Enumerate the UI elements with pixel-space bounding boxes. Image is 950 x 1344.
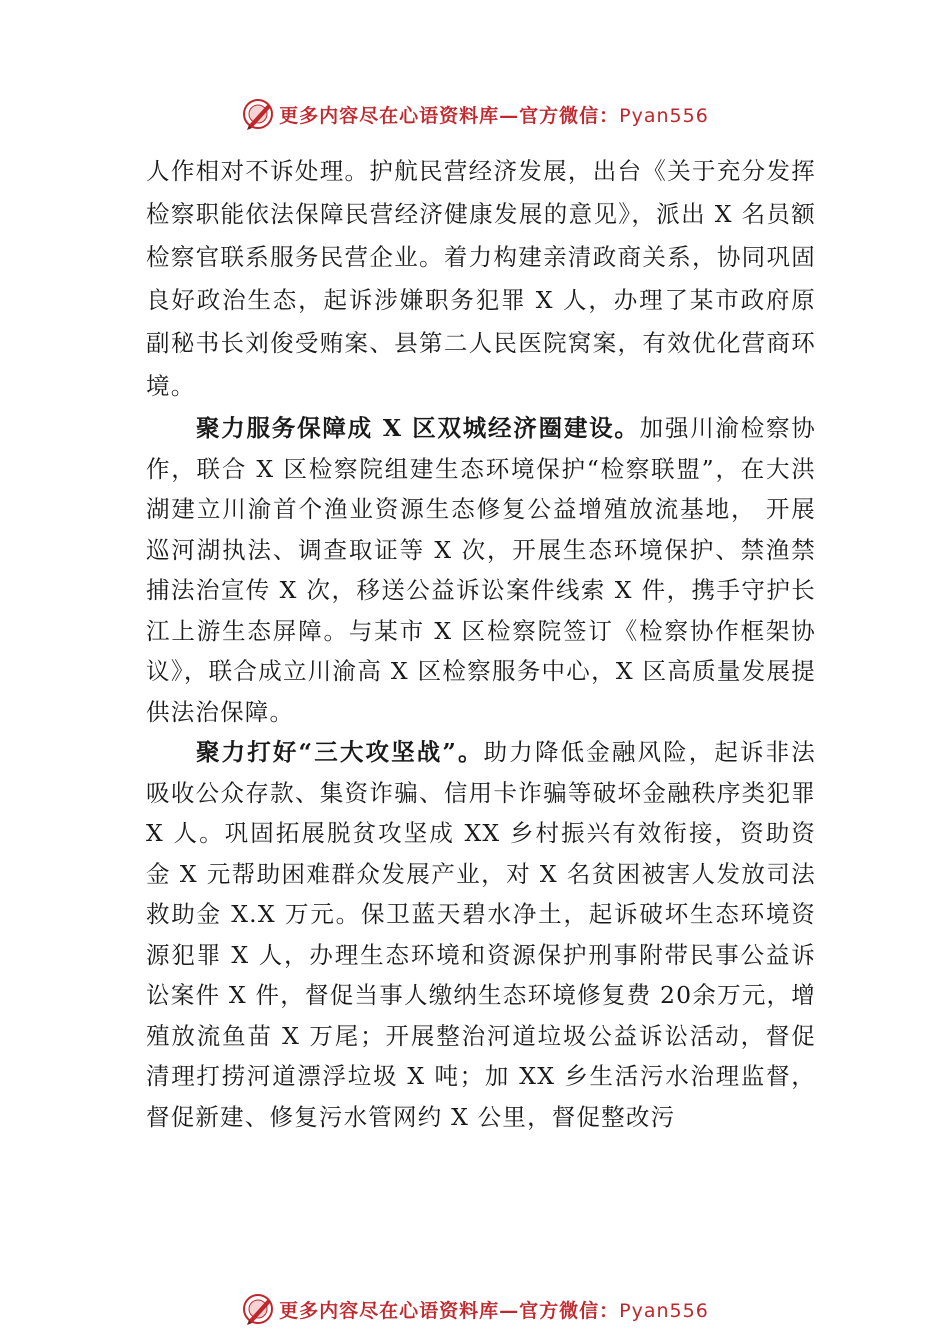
paragraph-3-text: 助力降低金融风险，起诉非法吸收公众存款、集资诈骗、信用卡诈骗等破坏金融秩序类犯罪 X 人。巩固拓展脱贫攻坚成 XX 乡村振兴有效衔接，资助资金 X 元帮助困难群众发展产业，对 X 名贫困被害人发放司法救助金 X.X 万元。保卫蓝天碧水净土，起诉破坏生态环境资源犯罪 X 人，办理生态环境和资源保护刑事附带民事公益诉讼案件 X 件，督促当事人缴纳生态环境修复费 20余万元，增殖放流鱼苗 X 万尾；开展整治河道垃圾公益诉讼活动，督促清理打捞河道漂浮垃圾 X 吨；加 XX 乡生活污水治理监督，督促新建、修复污水管网约 X 公里，督促整改污 [146, 738, 816, 1131]
paragraph-3 [146, 732, 816, 1137]
paragraph-3-heading: 聚力打好“三大攻坚战”。 [196, 738, 484, 766]
pen-seal-logo-icon [241, 97, 275, 131]
footer-banner [0, 1289, 950, 1329]
pen-seal-logo-icon [241, 1292, 275, 1326]
header-banner-text: 更多内容尽在心语资料库—官方微信：Pyan556 [279, 104, 709, 127]
paragraph-1: 人作相对不诉处理。护航民营经济发展，出台《关于充分发挥检察职能依法保障民营经济健康发展的意见》，派出 X 名员额检察官联系服务民营企业。着力构建亲清政商关系，协同巩固良好政治生态，起诉涉嫌职务犯罪 X 人，办理了某市政府原副秘书长刘俊受贿案、县第二人民医院窝案，有效优化营商环境。 [146, 157, 816, 400]
document-body [146, 150, 816, 1137]
header-banner [0, 94, 950, 134]
footer-wechat-id: Pyan556 [619, 1299, 709, 1322]
paragraph-2-text: 加强川渝检察协作，联合 X 区检察院组建生态环境保护“检察联盟”，在大洪湖建立川渝首个渔业资源生态修复公益增殖放流基地， 开展巡河湖执法、调查取证等 X 次，开展生态环境保护、禁渔禁捕法治宣传 X 次，移送公益诉讼案件线索 X 件，携手守护长江上游生态屏障。与某市 X 区检察院签订《检察协作框架协议》，联合成立川渝高 X 区检察服务中心，X 区高质量发展提供法治保障。 [146, 414, 816, 726]
header-wechat-id: Pyan556 [619, 104, 709, 127]
paragraph-2 [146, 408, 816, 732]
footer-banner-text: 更多内容尽在心语资料库—官方微信：Pyan556 [279, 1299, 709, 1322]
paragraph-2-heading: 聚力服务保障成 X 区双城经济圈建设。 [196, 414, 640, 442]
